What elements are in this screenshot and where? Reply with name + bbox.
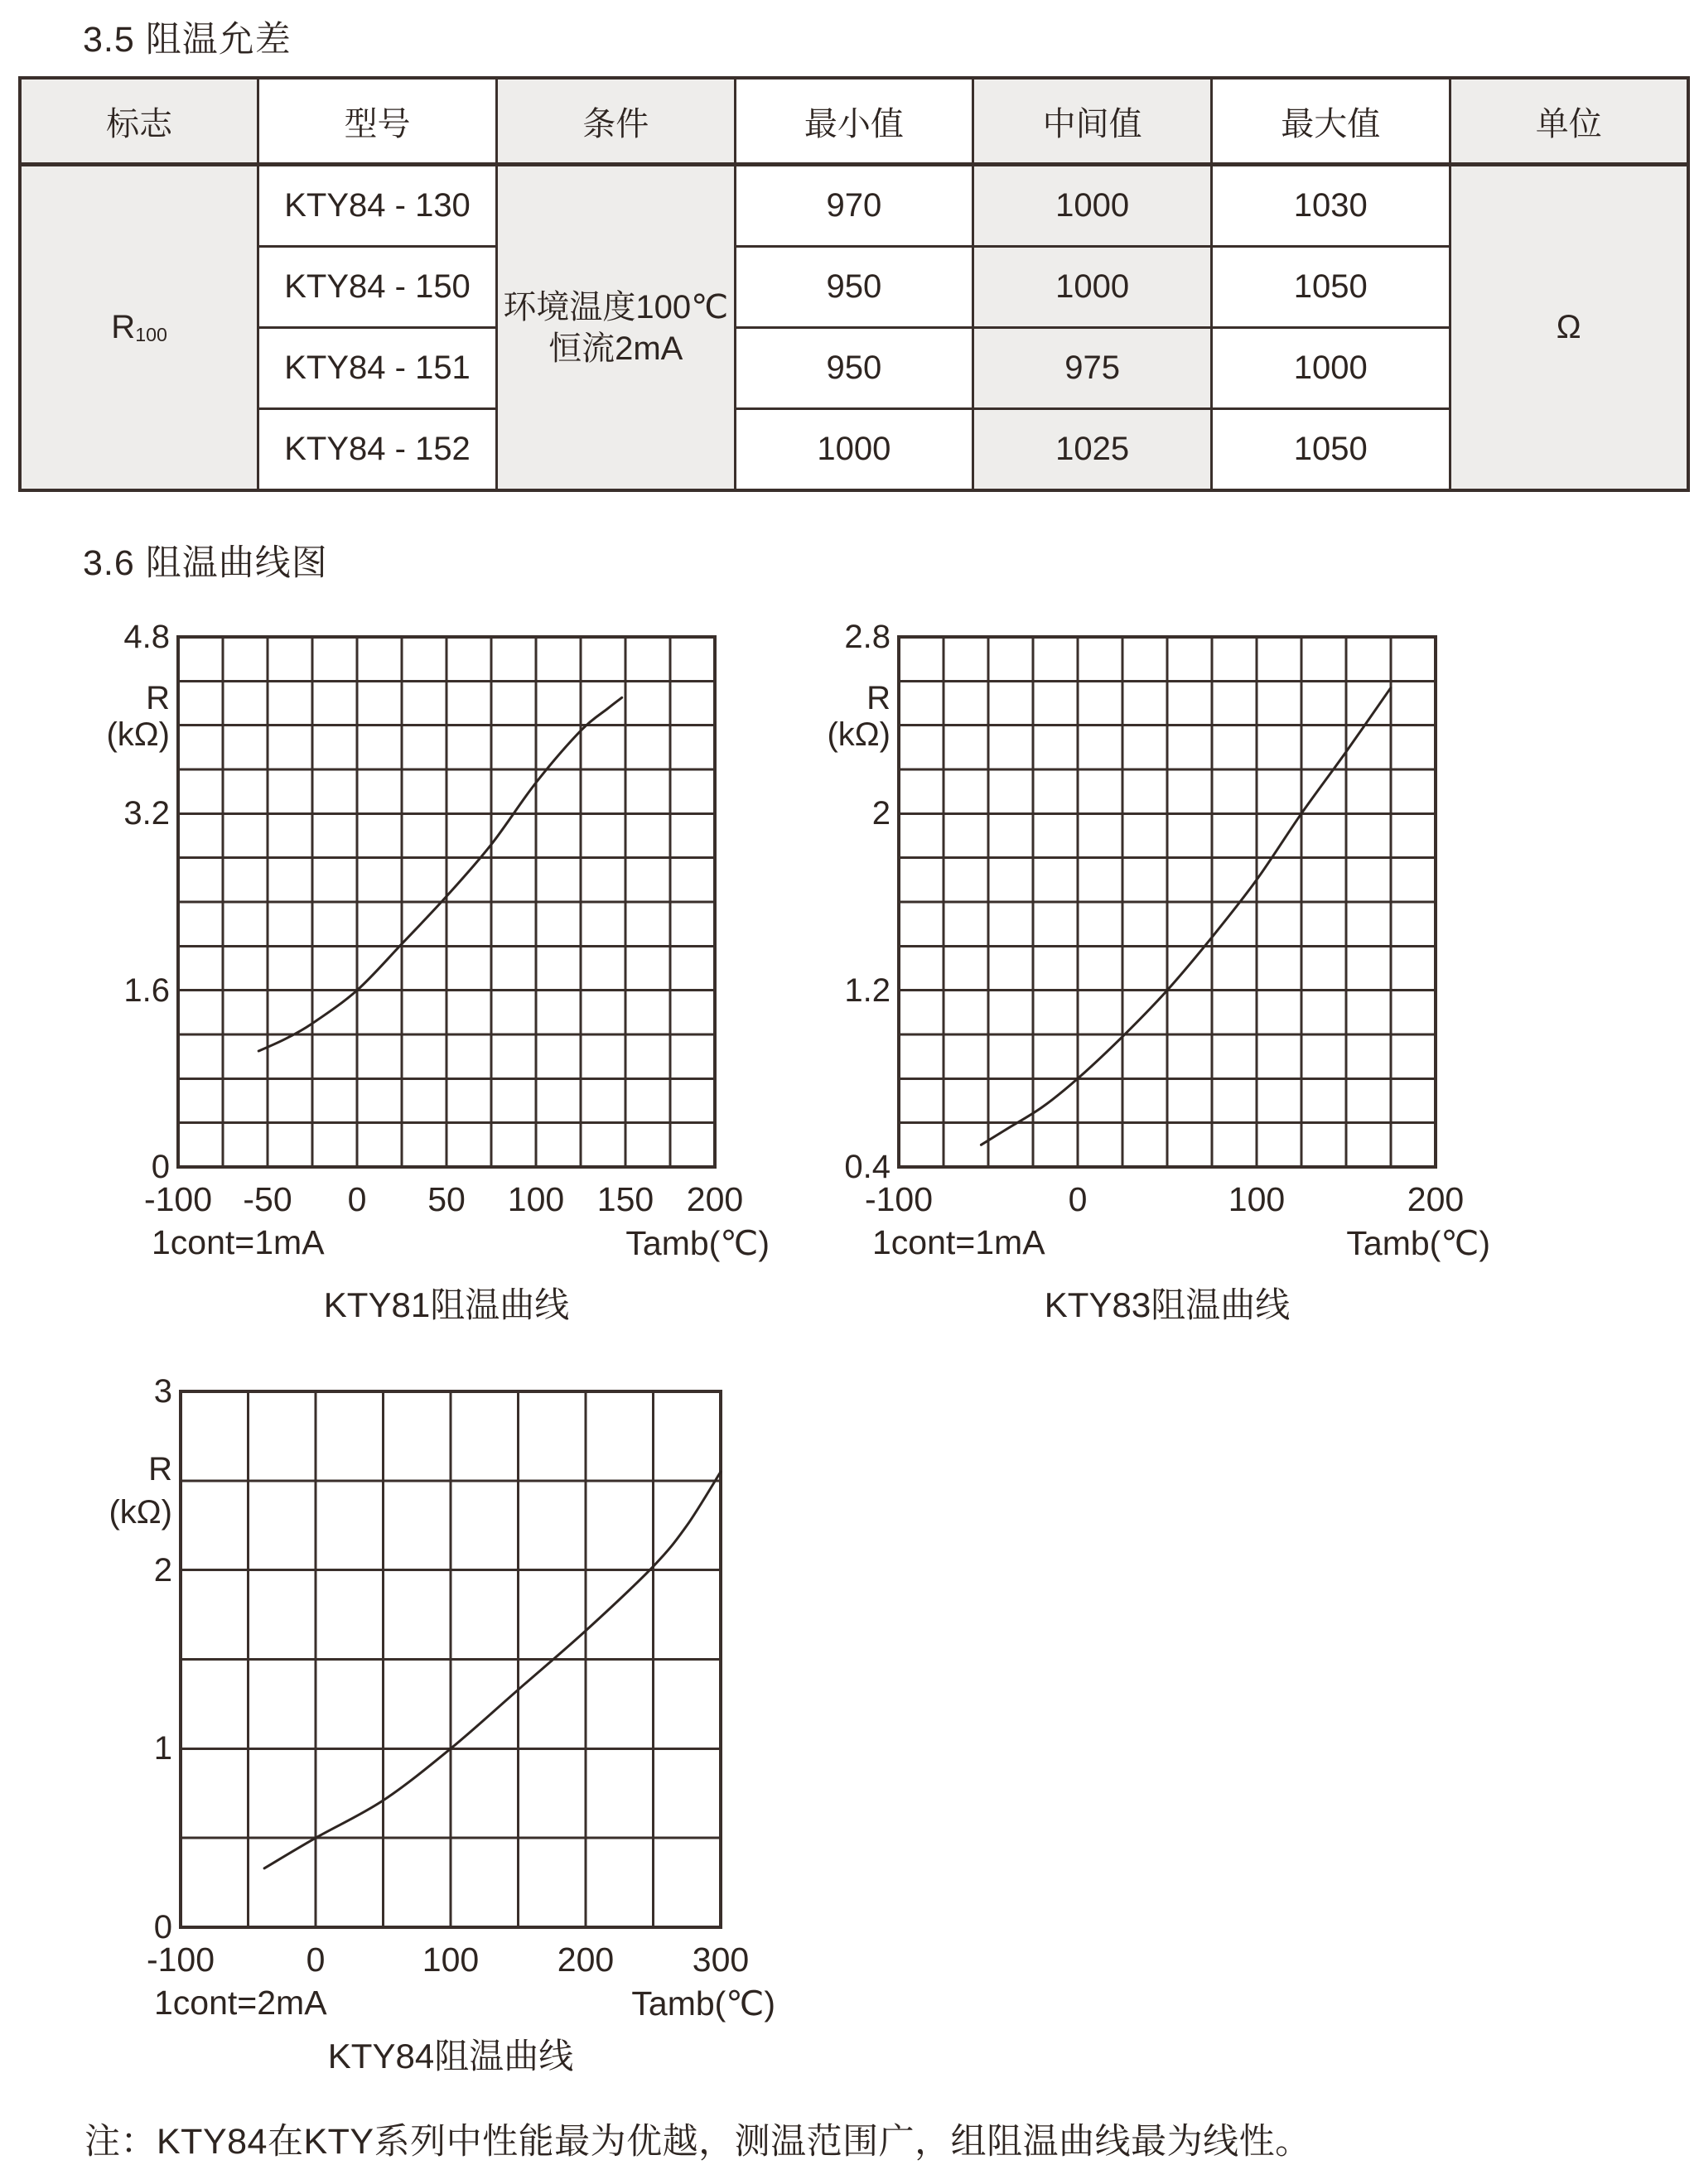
y-axis-label: (kΩ) [106,716,170,754]
y-tick-label: 3.2 [123,795,170,832]
x-tick-label: 300 [692,1941,750,1979]
y-axis-label: R [148,1450,172,1487]
y-tick-label: 4.8 [123,619,170,655]
col-header-min: 最小值 [735,78,973,165]
y-tick-label: 1.2 [844,971,891,1009]
table-row [20,247,1688,328]
section-title-curves: 3.6 阻温曲线图 [83,543,328,583]
x-tick-label: 200 [686,1180,744,1218]
unit-cell: Ω [1450,165,1688,491]
y-axis-label: R [146,679,170,716]
col-header-mark: 标志 [20,78,258,165]
y-tick-label: 2.8 [844,619,891,655]
current-condition-label: 1cont=2mA [154,1984,327,2022]
x-tick-label: 200 [557,1941,615,1979]
max-cell: 1050 [1211,409,1450,491]
mid-cell: 1000 [973,247,1212,328]
min-cell: 950 [735,247,973,328]
section-title-tolerance: 3.5 阻温允差 [83,20,292,60]
x-tick-label: 100 [1228,1180,1286,1218]
mid-cell: 975 [973,328,1212,409]
col-header-max: 最大值 [1211,78,1450,165]
min-cell: 950 [735,328,973,409]
grid-lines [899,637,1436,1167]
x-tick-label: 50 [427,1180,466,1218]
y-tick-label: 3 [153,1373,172,1410]
mark-symbol: R [111,308,136,345]
condition-cell [496,165,735,491]
table-row [20,409,1688,491]
col-header-condition: 条件 [496,78,735,165]
min-cell: 1000 [735,409,973,491]
KTY81-caption: KTY81阻温曲线 [323,1285,570,1324]
mid-cell: 1025 [973,409,1212,491]
axis-footnote-row [152,1223,770,1263]
max-cell: 1000 [1211,328,1450,409]
condition-line-1: 环境温度100℃ [503,288,729,325]
y-axis-label: R [866,679,891,716]
x-tick-label: -100 [146,1941,215,1979]
axis-footnote-row [872,1223,1490,1263]
min-cell: 970 [735,165,973,247]
max-cell: 1030 [1211,165,1450,247]
current-condition-label: 1cont=1mA [872,1223,1045,1261]
KTY83-plot [895,634,1439,1170]
KTY81-plot [175,634,718,1170]
y-tick-label: 0 [151,1149,170,1185]
axis-footnote-row [154,1984,775,2023]
x-tick-label: 200 [1407,1180,1465,1218]
x-tick-label: 0 [1068,1180,1088,1218]
mark-cell [20,165,258,491]
y-tick-label: 0 [153,1909,172,1945]
y-tick-label: 2 [153,1551,172,1589]
current-condition-label: 1cont=1mA [152,1223,325,1261]
y-axis-label: (kΩ) [109,1493,172,1531]
x-tick-label: -100 [143,1180,213,1218]
x-tick-label: -100 [864,1180,934,1218]
model-cell: KTY84 - 151 [258,328,497,409]
x-tick-label: 0 [347,1180,367,1218]
x-axis-title: Tamb(℃) [625,1224,770,1262]
y-tick-label: 2 [871,795,891,832]
y-tick-label: 1 [153,1730,172,1767]
mid-cell: 1000 [973,165,1212,247]
table-row [20,328,1688,409]
col-header-mid: 中间值 [973,78,1212,165]
x-tick-label: 100 [422,1941,480,1979]
model-cell: KTY84 - 130 [258,165,497,247]
col-header-model: 型号 [258,78,497,165]
x-tick-label: 100 [507,1180,565,1218]
model-cell: KTY84 - 152 [258,409,497,491]
model-cell: KTY84 - 150 [258,247,497,328]
grid-lines [178,637,715,1167]
grid-lines [181,1391,721,1927]
KTY84-plot [177,1388,724,1931]
mark-subscript: 100 [135,324,167,346]
x-tick-label: -50 [243,1180,292,1218]
x-axis-title: Tamb(℃) [1346,1224,1490,1262]
x-tick-label: 0 [306,1941,326,1979]
y-tick-label: 0.4 [844,1149,891,1185]
max-cell: 1050 [1211,247,1450,328]
footer-note: 注：KTY84在KTY系列中性能最为优越，测温范围广，组阻温曲线最为线性。 [84,2122,1311,2162]
x-tick-label: 150 [596,1180,654,1218]
table-header-row [20,78,1688,165]
condition-line-2: 恒流2mA [548,330,683,367]
y-axis-label: (kΩ) [827,716,891,754]
x-axis-title: Tamb(℃) [631,1984,775,2022]
table-row [20,165,1688,247]
col-header-unit: 单位 [1450,78,1688,165]
KTY83-caption: KTY83阻温曲线 [1044,1285,1291,1324]
KTY83-curve [981,687,1391,1145]
y-tick-label: 1.6 [123,971,170,1009]
tolerance-table [18,76,1690,492]
KTY84-caption: KTY84阻温曲线 [327,2037,574,2076]
